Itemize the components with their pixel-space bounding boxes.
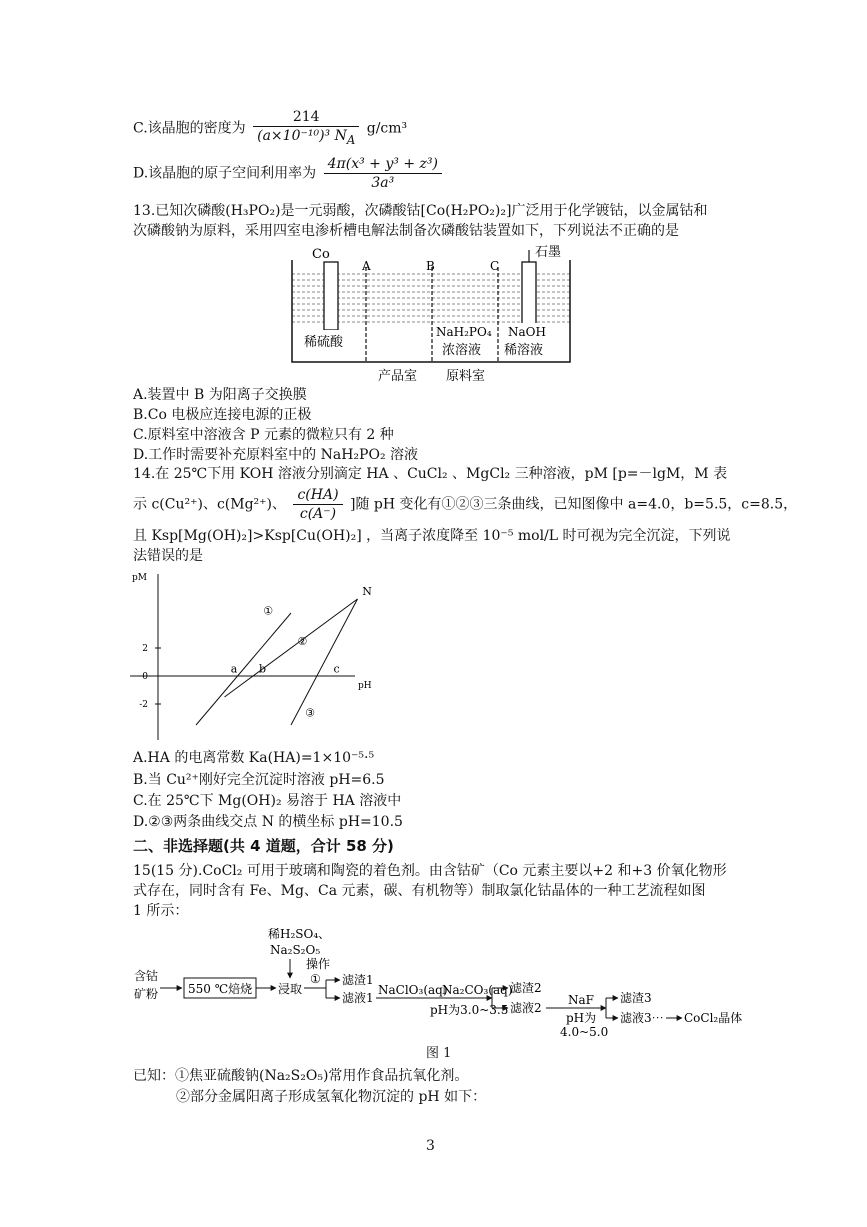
point-label-N: N	[362, 584, 372, 598]
ph-range-2b: 4.0~5.0	[560, 1025, 609, 1038]
q14-option-c: C.在 25℃下 Mg(OH)₂ 易溶于 HA 溶液中	[133, 793, 402, 809]
ph-range-1: pH为3.0~3.5	[430, 1003, 509, 1017]
graphite-label: 石墨	[535, 245, 562, 260]
ph-range-2a: pH为	[566, 1011, 597, 1025]
q13-option-d: D.工作时需要补充原料室中的 NaH₂PO₂ 溶液	[133, 447, 419, 463]
q14-option-b: B.当 Cu²⁺刚好完全沉淀时溶液 pH=6.5	[133, 772, 385, 788]
point-label-c: c	[333, 662, 340, 676]
ore-label-1: 含钴	[134, 969, 159, 983]
q12-option-d: D.该晶胞的原子空间利用率为 $\frac{\text{4π(x³ + y³ + z³)}}{\text{3a³}}$	[133, 155, 445, 192]
filtrate1-label: 滤液1	[342, 991, 374, 1005]
co-label: Co	[312, 247, 330, 262]
q13-option-a: A.装置中 B 为阳离子交换膜	[133, 387, 307, 403]
electrolysis-cell-diagram	[280, 240, 580, 385]
residue2-label: 滤渣2	[510, 981, 542, 995]
q15-line3: 1 所示：	[133, 903, 189, 919]
raw-room-label: 原料室	[446, 369, 486, 384]
q14-stem-line3: 且 Ksp[Mg(OH)₂]>Ksp[Cu(OH)₂] ，当离子浓度降至 10⁻⁵ mol/L 时可视为完全沉淀，下列说	[133, 528, 731, 544]
membrane-a-label: A	[362, 259, 371, 273]
q12-option-c: C.该晶胞的密度为 $\frac{214}{(a\times 10^{-10})^3 N_A}$ g/cm³	[133, 109, 408, 147]
room3-label-1: NaH₂PO₄	[436, 325, 492, 339]
curve-label-3: ③	[305, 706, 315, 720]
q14-stem-line4: 法错误的是	[133, 548, 203, 564]
q13-stem-line1: 13.已知次磷酸(H₃PO₂)是一元弱酸，次磷酸钴[Co(H₂PO₂)₂]广泛用于化学镀钴，以金属钴和	[133, 203, 708, 219]
room3-label-2: 浓溶液	[442, 343, 482, 358]
membrane-b-label: B	[426, 259, 435, 273]
filtrate3-label: 滤液3⋯	[620, 1011, 664, 1025]
point-label-b: b	[258, 662, 267, 676]
q12-c-fraction: $\frac{214}{(a\times 10^{-10})^3 N_A}$	[253, 108, 359, 149]
naf-label: NaF	[568, 993, 594, 1007]
naclo3-label: NaClO₃(aq)	[378, 983, 448, 997]
operation-label: 操作	[306, 957, 331, 971]
leach-label: 浸取	[278, 982, 303, 996]
q14-stem-line1: 14.在 25℃下用 KOH 溶液分别滴定 HA 、CuCl₂ 、MgCl₂ 三种溶液，pM [p=－lgM，M 表	[133, 466, 728, 482]
q14-option-d: D.②③两条曲线交点 N 的横坐标 pH=10.5	[133, 814, 403, 830]
y-axis-label: pM	[132, 573, 147, 583]
y-tick-label: 2	[142, 644, 148, 654]
product-room-label: 产品室	[378, 369, 418, 384]
curve-1	[196, 613, 291, 725]
room4-label-1: NaOH	[508, 325, 546, 339]
roast-label: 550 ℃焙烧	[188, 982, 253, 996]
q13-option-b: B.Co 电极应连接电源的正极	[133, 407, 312, 423]
q13-option-c: C.原料室中溶液含 P 元素的微粒只有 2 种	[133, 427, 394, 443]
point-label-a: a	[230, 662, 238, 676]
reagent-na2s2o5: Na₂S₂O₅	[270, 943, 321, 957]
operation-number: ①	[310, 972, 321, 986]
membrane-c-label: C	[490, 259, 500, 273]
q14-ratio-fraction: $\frac{c(HA)}{c(A^-)}$	[293, 486, 342, 523]
reagent-h2so4: 稀H₂SO₄、	[268, 927, 331, 941]
room4-label-2: 稀溶液	[504, 343, 544, 358]
q13-stem-line2: 次磷酸钠为原料，采用四室电渗析槽电解法制备次磷酸钴装置如下，下列说法不正确的是	[133, 223, 679, 239]
known-1: 已知：①焦亚硫酸钠(Na₂S₂O₅)常用作食品抗氧化剂。	[133, 1068, 469, 1084]
pm-ph-chart	[130, 568, 380, 740]
known-2: ②部分金属阳离子形成氢氧化物沉淀的 pH 如下：	[176, 1089, 487, 1105]
q15-line2: 式存在，同时含有 Fe、Mg、Ca 元素，碳、有机物等）制取氯化钴晶体的一种工艺流程如图	[133, 883, 706, 899]
q14-stem-line2: 示 c(Cu²⁺)、c(Mg²⁺)、 $\frac{c(HA)}{c(A^-)}$ ]随 pH 变化有①②③三条曲线，已知图像中 a=4.0，b=5.5，c=8.5，	[133, 487, 798, 522]
co-electrode	[324, 262, 338, 330]
q15-line1: 15(15 分).CoCl₂ 可用于玻璃和陶瓷的着色剂。由含钴矿（Co 元素主要以+2 和+3 价氧化物形	[133, 863, 727, 879]
curve-label-2: ②	[297, 635, 308, 649]
x-axis-label: pH	[358, 681, 372, 691]
curve-3	[291, 599, 358, 725]
product-label: CoCl₂晶体	[684, 1011, 743, 1025]
residue1-label: 滤渣1	[342, 973, 374, 987]
residue3-label: 滤渣3	[620, 991, 652, 1005]
ore-label-2: 矿粉	[134, 987, 159, 1001]
curve-label-1: ①	[263, 604, 274, 618]
process-flowchart	[130, 926, 760, 1038]
figure-caption: 图 1	[426, 1046, 452, 1061]
room1-label: 稀硫酸	[304, 335, 344, 350]
filtrate2-label: 滤液2	[510, 1001, 542, 1015]
page-number: 3	[426, 1138, 435, 1154]
na2co3-label: Na₂CO₃(aq)	[442, 983, 513, 997]
y-tick-label: -2	[139, 700, 148, 710]
section-title: 二、非选择题(共 4 道题，合计 58 分)	[133, 837, 394, 855]
y-tick-label: 0	[142, 672, 148, 682]
q14-option-a: A.HA 的电离常数 Ka(HA)=1×10⁻⁵·⁵	[133, 750, 375, 766]
q12-d-fraction: $\frac{\text{4π(x³ + y³ + z³)}}{\text{3a³}}$	[324, 155, 442, 192]
